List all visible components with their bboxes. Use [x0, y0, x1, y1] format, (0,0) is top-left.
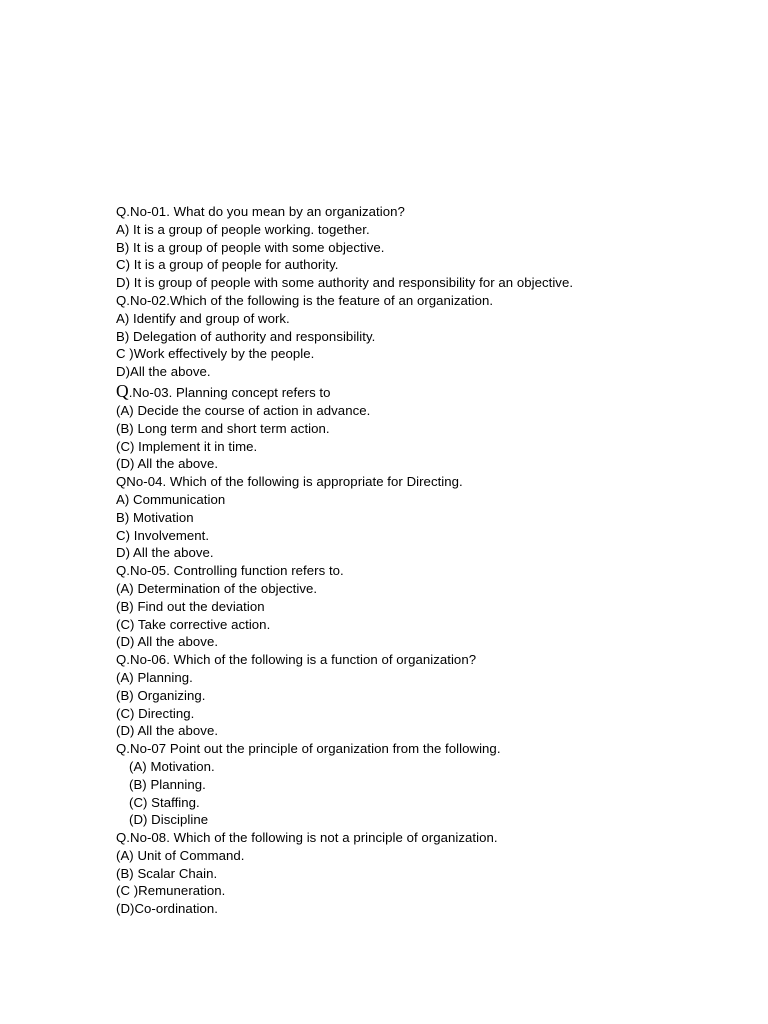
q4-option-c: C) Involvement. — [116, 527, 210, 543]
q2-option-b: B) Delegation of authority and responsibility. — [116, 328, 376, 344]
q1-option-b: B) It is a group of people with some objective. — [116, 239, 385, 255]
question-6: Q.No-06. Which of the following is a function of organization? — [116, 652, 477, 668]
question-4: QNo-04. Which of the following is appropriate for Directing. — [116, 474, 463, 490]
q8-option-b: (B) Scalar Chain. — [116, 865, 218, 881]
q7-option-c: (C) Staffing. — [129, 794, 200, 810]
q5-option-b: (B) Find out the deviation — [116, 598, 265, 614]
q4-option-a: A) Communication — [116, 491, 226, 507]
q6-option-a: (A) Planning. — [116, 669, 193, 685]
q1-option-d: D) It is group of people with some authority and responsibility for an objective. — [116, 275, 574, 291]
question-3-prefix: Q — [116, 380, 129, 401]
q3-option-a: (A) Decide the course of action in advance. — [116, 402, 371, 418]
question-5: Q.No-05. Controlling function refers to. — [116, 563, 344, 579]
q6-option-c: (C) Directing. — [116, 705, 195, 721]
q8-option-c: (C )Remuneration. — [116, 883, 226, 899]
q7-option-b: (B) Planning. — [129, 776, 206, 792]
q5-option-d: (D) All the above. — [116, 634, 219, 650]
question-8: Q.No-08. Which of the following is not a principle of organization. — [116, 830, 498, 846]
question-3-text: .No-03. Planning concept refers to — [128, 384, 331, 400]
q5-option-c: (C) Take corrective action. — [116, 616, 271, 632]
q6-option-d: (D) All the above. — [116, 723, 219, 739]
document-body — [116, 203, 736, 918]
q7-option-d: (D) Discipline — [129, 812, 209, 828]
q3-option-b: (B) Long term and short term action. — [116, 420, 330, 436]
q2-option-c: C )Work effectively by the people. — [116, 346, 315, 362]
q2-option-a: A) Identify and group of work. — [116, 310, 290, 326]
q4-option-b: B) Motivation — [116, 509, 194, 525]
q6-option-b: (B) Organizing. — [116, 687, 206, 703]
q1-option-c: C) It is a group of people for authority. — [116, 257, 339, 273]
q4-option-d: D) All the above. — [116, 545, 214, 561]
q7-option-a: (A) Motivation. — [129, 758, 215, 774]
q3-option-d: (D) All the above. — [116, 456, 219, 472]
q8-option-a: (A) Unit of Command. — [116, 847, 245, 863]
q2-option-d: D)All the above. — [116, 364, 211, 380]
question-1: Q.No-01. What do you mean by an organization? — [116, 204, 405, 219]
q1-option-a: A) It is a group of people working. together. — [116, 221, 370, 237]
question-3 — [116, 381, 736, 402]
question-2: Q.No-02.Which of the following is the feature of an organization. — [116, 292, 494, 308]
q3-option-c: (C) Implement it in time. — [116, 438, 258, 454]
question-7: Q.No-07 Point out the principle of organization from the following. — [116, 741, 501, 757]
q8-option-d: (D)Co-ordination. — [116, 901, 218, 917]
q5-option-a: (A) Determination of the objective. — [116, 580, 318, 596]
